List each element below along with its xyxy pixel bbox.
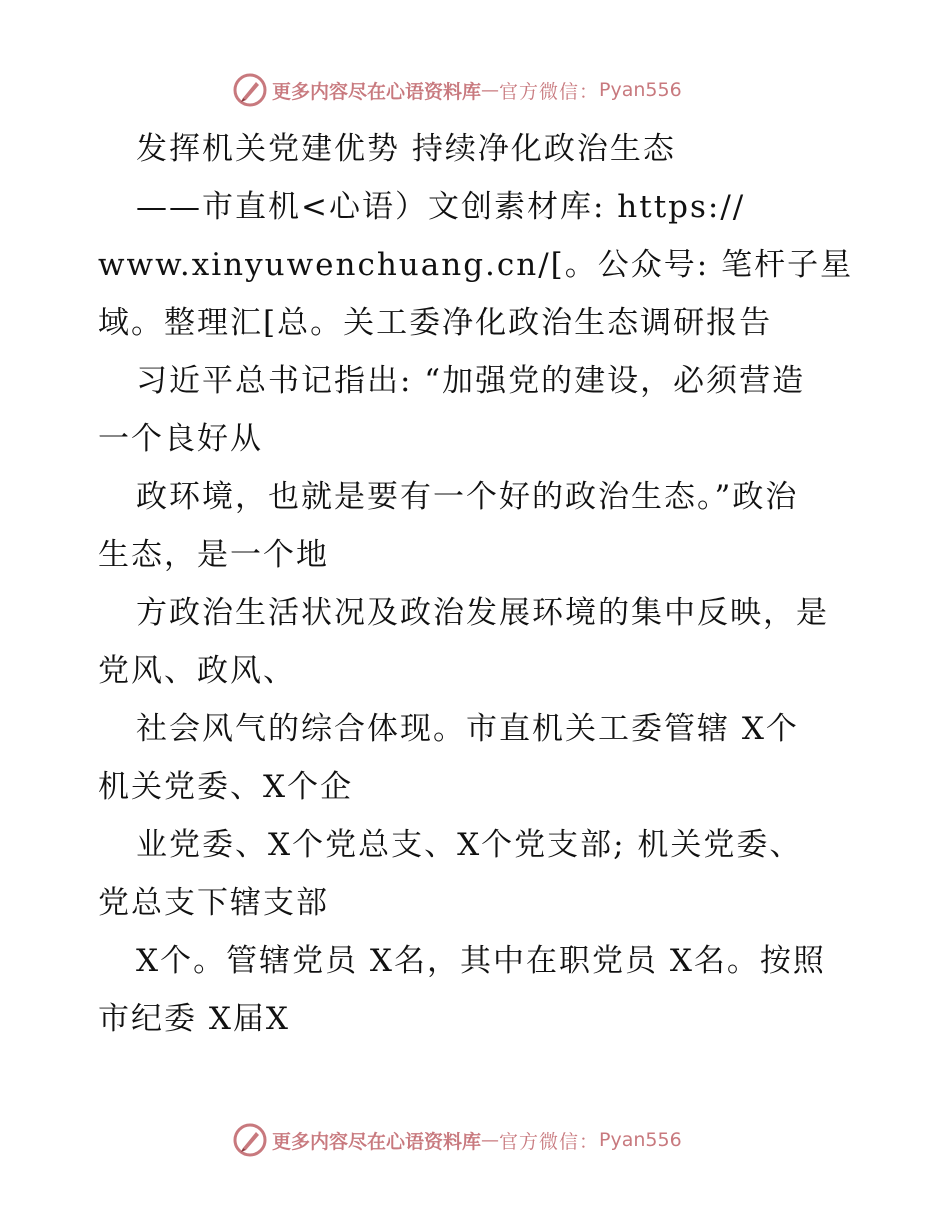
text-line: 业党委、X个党总支、X个党支部; 机关党委、 [136, 827, 803, 863]
banner-wechat-id: Pyan556 [599, 1129, 682, 1151]
text-line: 市纪委 X届X [98, 1001, 290, 1037]
header-banner [232, 70, 712, 110]
pen-logo-icon [232, 1122, 268, 1158]
banner-separator: — [481, 79, 500, 101]
banner-title: 更多内容尽在心语资料库 [272, 1130, 482, 1153]
text-line: 域。整理汇[总。关工委净化政治生态调研报告 [98, 305, 773, 341]
text-line: 社会风气的综合体现。市直机关工委管辖 X个 [136, 711, 799, 747]
banner-wechat-label: 官方微信： [499, 80, 600, 103]
banner-wechat-id: Pyan556 [599, 79, 682, 101]
text-line: 党总支下辖支部 [98, 885, 329, 921]
footer-banner [232, 1120, 712, 1160]
pen-logo-icon [232, 72, 268, 108]
text-line: 方政治生活状况及政治发展环境的集中反映，是 [136, 595, 829, 631]
text-line: 习近平总书记指出: “加强党的建设，必须营造 [136, 363, 806, 399]
text-line: 机关党委、X个企 [98, 769, 354, 805]
banner-title: 更多内容尽在心语资料库 [272, 80, 482, 103]
text-line: X个。管辖党员 X名，其中在职党员 X名。按照 [136, 943, 826, 979]
banner-separator: — [481, 1129, 500, 1151]
text-line: 党风、政风、 [98, 653, 296, 689]
text-line: 政环境，也就是要有一个好的政治生态。”政治 [136, 479, 799, 515]
text-line: www.xinyuwenchuang.cn/[。公众号: 笔杆子星 [98, 247, 854, 283]
banner-wechat-label: 官方微信： [499, 1130, 600, 1153]
document-body [98, 120, 858, 1048]
text-line: ——市直机<心语）文创素材库: https:// [136, 189, 746, 225]
text-line: 生态，是一个地 [98, 537, 329, 573]
document-title: 发挥机关党建优势 持续净化政治生态 [136, 131, 676, 167]
text-line: 一个良好从 [98, 421, 263, 457]
